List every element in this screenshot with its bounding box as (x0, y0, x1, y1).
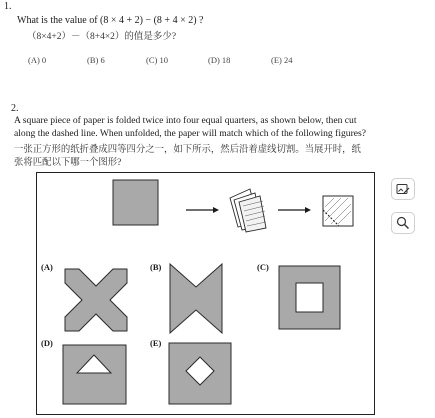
question-1-choice-b[interactable]: (B) 6 (87, 55, 105, 65)
arrow-right-icon (186, 207, 219, 213)
option-e-figure (169, 343, 231, 404)
option-a-figure (65, 269, 127, 331)
question-1-choice-a[interactable]: (A) 0 (28, 55, 47, 65)
search-button[interactable] (391, 212, 415, 234)
question-1-text-en: What is the value of (8 × 4 + 2) − (8 + 4 × 2) ? (17, 15, 204, 26)
question-2-text-en-line1: A square piece of paper is folded twice into four equal quarters, as shown below, then cut (14, 115, 357, 126)
question-1-number: 1. (4, 1, 12, 12)
option-d-figure (63, 345, 126, 404)
option-e-label[interactable]: (E) (150, 338, 162, 348)
annotate-button[interactable] (391, 178, 415, 200)
magnifier-icon (396, 216, 410, 230)
question-1-choice-c[interactable]: (C) 10 (146, 55, 168, 65)
question-1-text-zh: （8×4+2）－（8+4×2）的值是多少? (27, 32, 177, 42)
question-1-choice-d[interactable]: (D) 18 (208, 55, 231, 65)
option-c-label[interactable]: (C) (257, 262, 269, 272)
question-2-text-zh-line1: 一张正方形的纸折叠成四等四分之一，如下所示，然后沿着虚线切割。当展开时，纸 (14, 145, 361, 155)
question-2-text-en-line2: along the dashed line. When unfolded, the paper will match which of the following figures? (14, 128, 367, 139)
option-d-label[interactable]: (D) (41, 338, 53, 348)
arrow-right-icon (278, 207, 311, 213)
question-2-text-zh-line2: 张将匹配以下哪一个图形? (14, 158, 122, 168)
option-c-figure (279, 266, 340, 329)
folded-paper-illustration (230, 189, 266, 232)
question-2-number: 2. (11, 103, 19, 114)
question-1-choice-e[interactable]: (E) 24 (271, 55, 293, 65)
option-b-label[interactable]: (B) (150, 262, 162, 272)
option-b-figure (170, 264, 222, 333)
image-edit-icon (396, 183, 410, 196)
unfolded-square (113, 180, 158, 225)
quarter-square-with-cut (323, 196, 353, 226)
option-a-label[interactable]: (A) (41, 262, 53, 272)
